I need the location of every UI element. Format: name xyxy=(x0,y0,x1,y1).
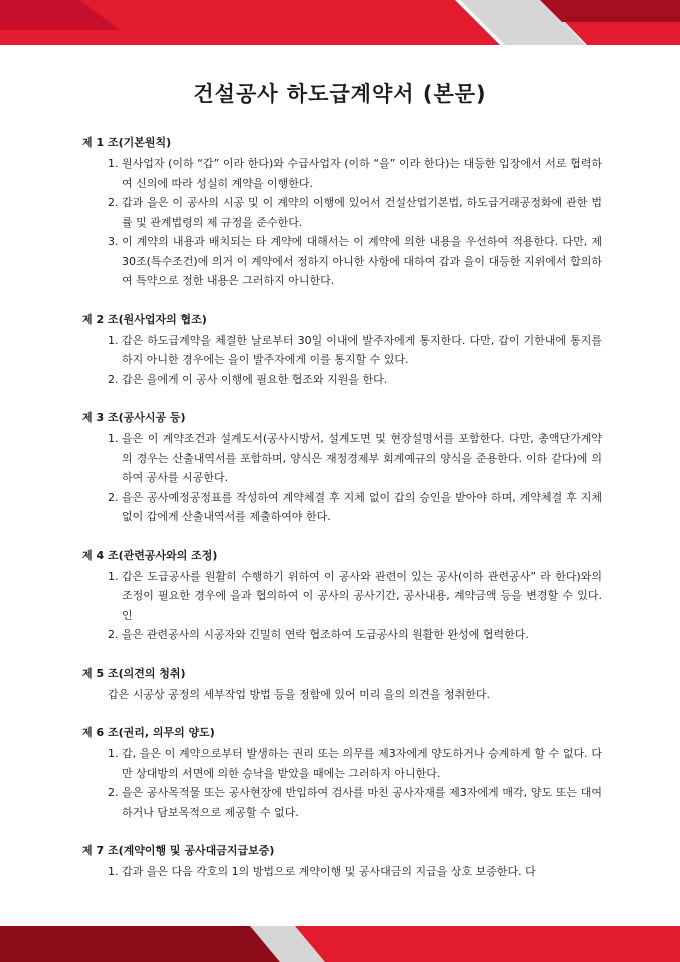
clause-text: 이 계약의 내용과 배치되는 타 계약에 대해서는 이 계약에 의한 내용을 우선하여 적용한다. 다만, 제30조(특수조건)에 의거 이 계약에서 정하지 아니한 사항에 대하여 갑과 을이 대등한 지위에서 합의하여 특약으로 정한 내용은 그러하지 아니한다. xyxy=(122,235,602,287)
clause-text: 갑과 을은 이 공사의 시공 및 이 계약의 이행에 있어서 건설산업기본법, 하도급거래공정화에 관한 법률 및 관계법령의 제 규정을 준수한다. xyxy=(122,196,602,229)
clause-text: 갑과 을은 다음 각호의 1의 방법으로 계약이행 및 공사대금의 지급을 상호 보증한다. 다 xyxy=(122,865,536,878)
clause-number: 2. xyxy=(108,196,119,209)
clause xyxy=(82,567,602,626)
bottom-decorative-banner xyxy=(0,926,680,962)
article-5 xyxy=(82,664,602,705)
clause-number: 1. xyxy=(108,747,119,760)
article-heading: 제 7 조(계약이행 및 공사대금지급보증) xyxy=(82,844,275,857)
article-3 xyxy=(82,408,602,527)
clause xyxy=(82,429,602,488)
clause-text: 을은 공사예정공정표를 작성하여 계약체결 후 지체 없이 갑의 승인을 받아야 하며, 계약체결 후 지체 없이 갑에게 산출내역서를 제출하여야 한다. xyxy=(122,490,602,523)
article-heading: 제 5 조(의견의 청취) xyxy=(82,666,186,680)
article-heading: 제 6 조(권리, 의무의 양도) xyxy=(82,726,215,739)
contract-body xyxy=(82,133,602,901)
clause xyxy=(82,488,602,527)
article-4 xyxy=(82,546,602,645)
clause xyxy=(82,625,602,645)
clause-number: 1. xyxy=(108,157,119,170)
clause-number: 2. xyxy=(108,372,119,386)
article-heading: 제 2 조(원사업자의 협조) xyxy=(82,312,207,326)
clause-number: 1. xyxy=(108,333,119,347)
article-heading: 제 3 조(공사시공 등) xyxy=(82,411,186,424)
document-title: 건설공사 하도급계약서 (본문) xyxy=(193,82,487,106)
clause xyxy=(82,783,602,822)
article-2 xyxy=(82,310,602,390)
clause-number: 1. xyxy=(108,569,119,583)
article-heading: 제 1 조(기본원칙) xyxy=(82,136,172,149)
article-7 xyxy=(82,841,602,882)
top-decorative-banner xyxy=(0,0,680,45)
clause-text: 갑은 하도급계약을 체결한 날로부터 30일 이내에 발주자에게 통지한다. 다만, 갑이 기한내에 통지를 하지 아니한 경우에는 을이 발주자에게 이를 통지할 수 있다. xyxy=(122,333,602,366)
clause-text: 갑, 을은 이 계약으로부터 발생하는 권리 또는 의무를 제3자에게 양도하거나 승계하게 할 수 없다. 다만 상대방의 서면에 의한 승낙을 받았을 때에는 그러하지 아니한다. xyxy=(122,747,602,780)
clause xyxy=(82,154,602,193)
article-1 xyxy=(82,133,602,291)
clause-number: 2. xyxy=(108,490,119,504)
article-body-text: 갑은 시공상 공정의 세부작업 방법 등을 정함에 있어 미리 을의 의견을 청취한다. xyxy=(108,687,490,701)
clause-text: 갑은 을에게 이 공사 이행에 필요한 협조와 지원을 한다. xyxy=(122,372,388,386)
clause xyxy=(82,744,602,783)
article-6 xyxy=(82,723,602,822)
clause xyxy=(82,232,602,291)
clause xyxy=(82,370,602,390)
clause-text: 을은 공사목적물 또는 공사현장에 반입하여 검사를 마친 공사자재를 제3자에게 매각, 양도 또는 대여하거나 담보목적으로 제공할 수 없다. xyxy=(122,786,602,819)
clause xyxy=(82,331,602,370)
clause-text: 을은 이 계약조건과 설계도서(공사시방서, 설계도면 및 현장설명서를 포함한다. 다만, 총액단가계약의 경우는 산출내역서를 포함하며, 양식은 재정경제부 회계예규의 양식을 준용한다. 이하 같다)에 의하여 공사를 시공한다. xyxy=(122,432,602,484)
clause-number: 1. xyxy=(108,432,119,445)
clause-number: 2. xyxy=(108,786,119,799)
clause xyxy=(82,193,602,232)
article-heading: 제 4 조(관련공사와의 조정) xyxy=(82,548,218,562)
clause-number: 1. xyxy=(108,865,119,878)
clause-number: 3. xyxy=(108,235,119,248)
clause-text: 갑은 도급공사를 원활히 수행하기 위하여 이 공사와 관련이 있는 공사(이하 관련공사” 라 한다)와의 조정이 필요한 경우에 을과 협의하여 이 공사의 공사기간, 공사내용, 계약금액 등을 변경할 수 있다.인 xyxy=(122,569,602,622)
clause-text: 원사업자 (이하 “갑” 이라 한다)와 수급사업자 (이하 “을” 이라 한다)는 대등한 입장에서 서로 협력하여 신의에 따라 성실히 계약을 이행한다. xyxy=(122,157,602,190)
clause-number: 2. xyxy=(108,628,119,641)
clause xyxy=(82,862,602,882)
clause-text: 을은 관련공사의 시공자와 긴밀히 연락 협조하여 도급공사의 원활한 완성에 협력한다. xyxy=(122,628,529,641)
